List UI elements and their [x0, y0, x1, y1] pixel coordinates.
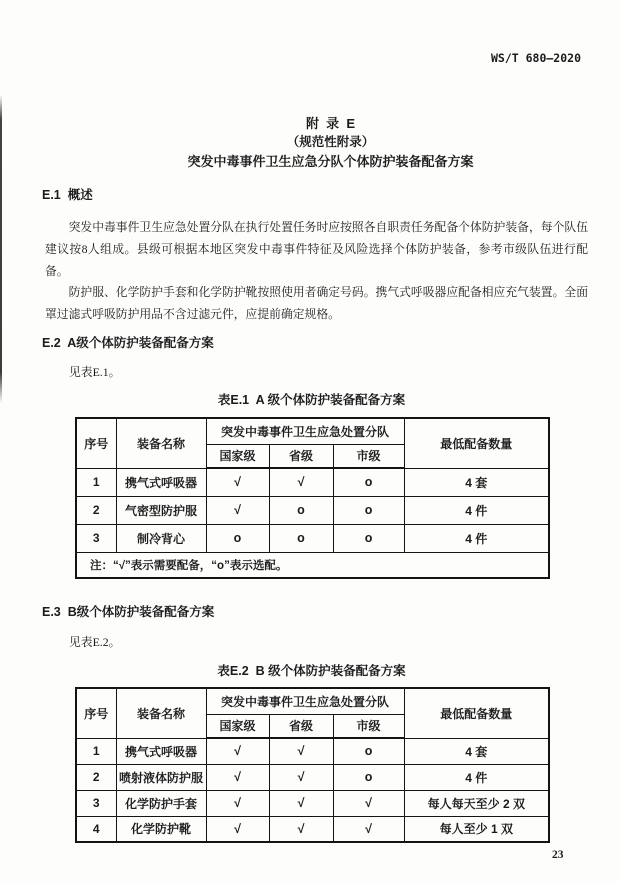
cell-national-mark: √ — [206, 738, 269, 764]
col-header-min: 最低配备数量 — [404, 688, 549, 738]
cell-min-quantity: 4 套 — [404, 468, 549, 496]
table-row — [76, 816, 549, 842]
col-header-no: 序号 — [76, 688, 116, 738]
cell-national-mark: √ — [206, 790, 269, 816]
col-header-national: 国家级 — [206, 444, 269, 468]
cell-provincial-mark: √ — [269, 816, 333, 842]
cell-national-mark: √ — [206, 816, 269, 842]
overview-paragraphs — [45, 217, 588, 326]
cell-provincial-mark: √ — [269, 764, 333, 790]
cell-provincial-mark: √ — [269, 738, 333, 764]
cell-equipment-name: 制冷背心 — [116, 524, 206, 552]
cell-equipment-name: 气密型防护服 — [116, 496, 206, 524]
cell-municipal-mark: o — [333, 738, 404, 764]
cell-national-mark: o — [206, 524, 269, 552]
table-e2 — [75, 687, 550, 843]
table-row — [76, 738, 549, 764]
table-reference-e2: 见表E.2。 — [69, 635, 121, 649]
appendix-label: 附 录 E — [305, 116, 356, 131]
cell-min-quantity: 每人每天至少 2 双 — [404, 790, 549, 816]
paragraph: 防护服、化学防护手套和化学防护靴按照使用者确定号码。携气式呼吸器应配备相应充气装置。全面罩过滤式呼吸防护用品不含过滤元件，应提前确定规格。 — [45, 285, 588, 322]
cell-min-quantity: 4 件 — [404, 496, 549, 524]
col-header-national: 国家级 — [206, 714, 269, 738]
cell-equipment-name: 携气式呼吸器 — [116, 468, 206, 496]
cell-national-mark: √ — [206, 496, 269, 524]
cell-municipal-mark: √ — [333, 790, 404, 816]
cell-no: 1 — [76, 738, 116, 764]
cell-min-quantity: 4 件 — [404, 764, 549, 790]
cell-national-mark: √ — [206, 468, 269, 496]
cell-no: 2 — [76, 496, 116, 524]
table-row — [76, 468, 549, 496]
table-note-row — [76, 552, 549, 578]
col-header-municipal: 市级 — [333, 714, 404, 738]
col-header-name: 装备名称 — [116, 418, 206, 468]
col-header-name: 装备名称 — [116, 688, 206, 738]
cell-provincial-mark: √ — [269, 790, 333, 816]
table-row — [76, 764, 549, 790]
cell-national-mark: √ — [206, 764, 269, 790]
cell-municipal-mark: o — [333, 524, 404, 552]
cell-provincial-mark: √ — [269, 468, 333, 496]
cell-municipal-mark: o — [333, 764, 404, 790]
scan-edge-artifact — [0, 95, 2, 403]
cell-no: 2 — [76, 764, 116, 790]
col-header-no: 序号 — [76, 418, 116, 468]
cell-provincial-mark: o — [269, 524, 333, 552]
cell-equipment-name: 化学防护手套 — [116, 790, 206, 816]
paragraph: 突发中毒事件卫生应急处置分队在执行处置任务时应按照各自职责任务配备个体防护装备，每个队伍建议按8人组成。县级可根据本地区突发中毒事件特征及风险选择个体防护装备，参考市级队伍进行配备。 — [45, 220, 588, 278]
cell-no: 3 — [76, 790, 116, 816]
col-header-municipal: 市级 — [333, 444, 404, 468]
col-header-provincial: 省级 — [269, 444, 333, 468]
cell-equipment-name: 携气式呼吸器 — [116, 738, 206, 764]
cell-min-quantity: 4 套 — [404, 738, 549, 764]
col-header-group: 突发中毒事件卫生应急处置分队 — [206, 418, 404, 444]
cell-no: 3 — [76, 524, 116, 552]
table-row — [76, 524, 549, 552]
table-header-row — [76, 418, 549, 444]
col-header-provincial: 省级 — [269, 714, 333, 738]
table-reference-e1: 见表E.1。 — [69, 365, 121, 379]
col-header-group: 突发中毒事件卫生应急处置分队 — [206, 688, 404, 714]
table-row — [76, 790, 549, 816]
cell-municipal-mark: √ — [333, 816, 404, 842]
cell-municipal-mark: o — [333, 468, 404, 496]
section-heading-e3: E.3 B级个体防护装备配备方案 — [42, 605, 215, 619]
section-heading-e1: E.1 概述 — [42, 188, 93, 202]
section-heading-e2: E.2 A级个体防护装备配备方案 — [42, 336, 214, 350]
table-row — [76, 496, 549, 524]
col-header-min: 最低配备数量 — [404, 418, 549, 468]
cell-min-quantity: 4 件 — [404, 524, 549, 552]
cell-equipment-name: 喷射液体防护服 — [116, 764, 206, 790]
table-note: 注：“√”表示需要配备，“o”表示选配。 — [76, 552, 549, 578]
table-caption-e2: 表E.2 B 级个体防护装备配备方案 — [217, 664, 406, 678]
standard-number: WS/T 680—2020 — [490, 51, 581, 65]
appendix-title: 突发中毒事件卫生应急分队个体防护装备配备方案 — [187, 154, 474, 169]
appendix-type-note: （规范性附录） — [286, 135, 375, 149]
cell-no: 4 — [76, 816, 116, 842]
table-e1 — [75, 417, 550, 579]
cell-no: 1 — [76, 468, 116, 496]
appendix-title-block — [21, 114, 619, 171]
cell-provincial-mark: o — [269, 496, 333, 524]
page-number: 23 — [552, 849, 564, 861]
cell-municipal-mark: o — [333, 496, 404, 524]
cell-min-quantity: 每人至少 1 双 — [404, 816, 549, 842]
cell-equipment-name: 化学防护靴 — [116, 816, 206, 842]
table-header-row — [76, 688, 549, 714]
table-caption-e1: 表E.1 A 级个体防护装备配备方案 — [217, 393, 406, 407]
